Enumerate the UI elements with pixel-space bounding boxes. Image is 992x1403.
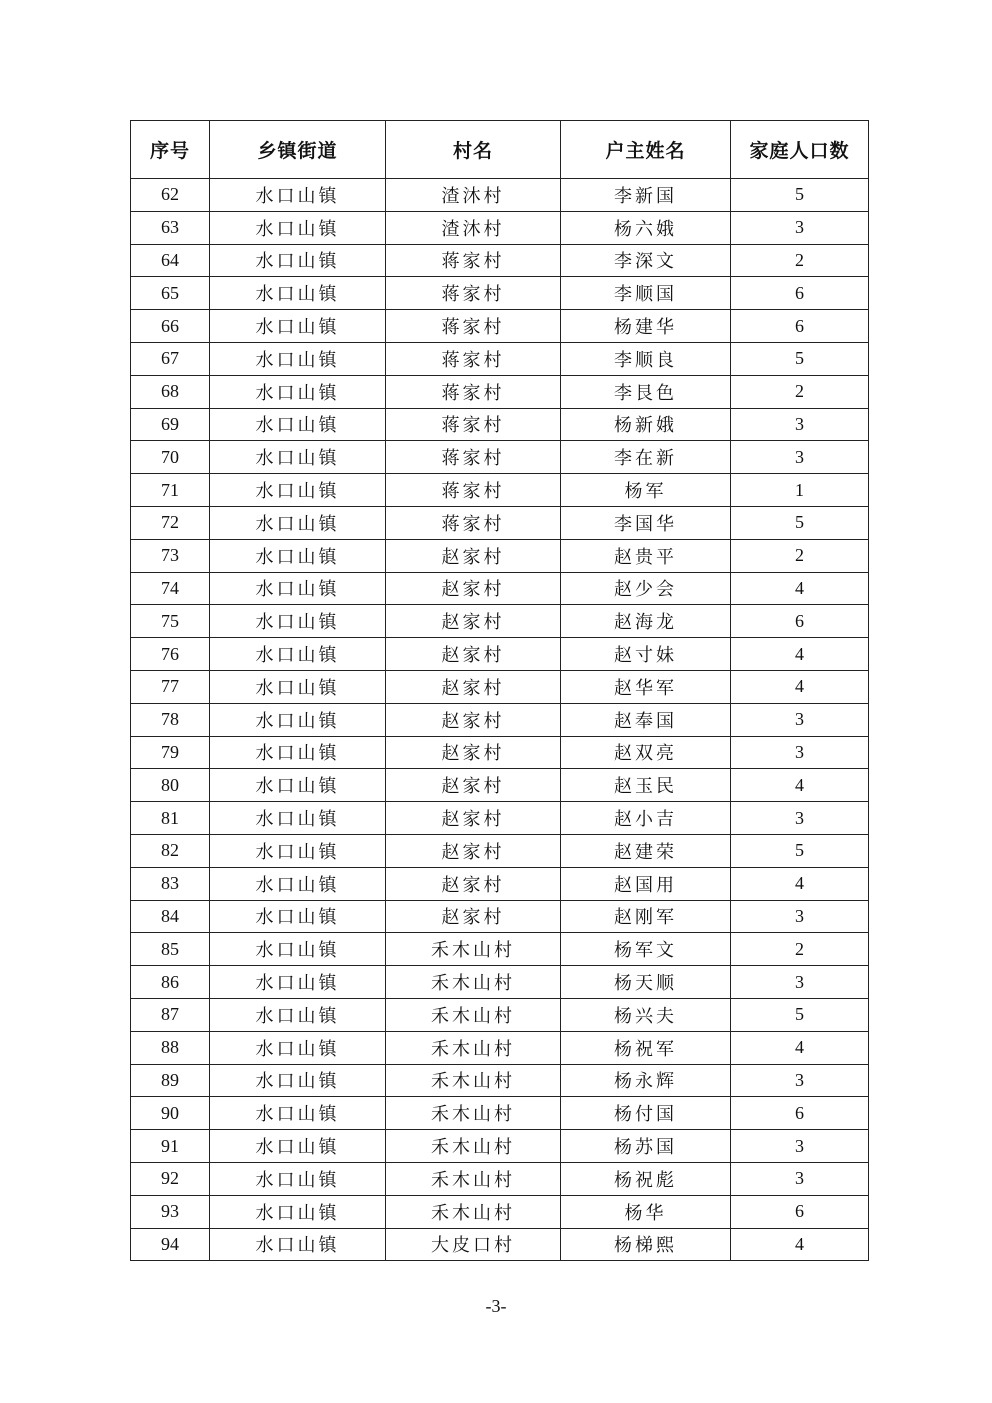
cell-township: 水口山镇 [210, 966, 386, 999]
cell-village: 蒋家村 [386, 474, 561, 507]
cell-serial-number: 79 [131, 736, 210, 769]
cell-township: 水口山镇 [210, 408, 386, 441]
cell-village: 蒋家村 [386, 375, 561, 408]
cell-serial-number: 77 [131, 670, 210, 703]
cell-serial-number: 82 [131, 834, 210, 867]
cell-household-size: 6 [731, 310, 869, 343]
cell-serial-number: 64 [131, 244, 210, 277]
table-row [131, 1162, 869, 1195]
cell-village: 蒋家村 [386, 408, 561, 441]
cell-serial-number: 87 [131, 998, 210, 1031]
cell-household-size: 6 [731, 1195, 869, 1228]
cell-serial-number: 86 [131, 966, 210, 999]
cell-village: 禾木山村 [386, 1031, 561, 1064]
cell-householder-name: 赵建荣 [561, 834, 731, 867]
cell-township: 水口山镇 [210, 1097, 386, 1130]
cell-householder-name: 李深文 [561, 244, 731, 277]
cell-household-size: 3 [731, 736, 869, 769]
cell-householder-name: 杨付国 [561, 1097, 731, 1130]
cell-householder-name: 杨苏国 [561, 1130, 731, 1163]
table-row [131, 277, 869, 310]
cell-householder-name: 赵双亮 [561, 736, 731, 769]
cell-household-size: 3 [731, 802, 869, 835]
cell-householder-name: 赵贵平 [561, 539, 731, 572]
cell-township: 水口山镇 [210, 1162, 386, 1195]
table-row [131, 1064, 869, 1097]
header-township: 乡镇街道 [210, 121, 386, 179]
cell-serial-number: 85 [131, 933, 210, 966]
cell-household-size: 4 [731, 638, 869, 671]
table-row [131, 310, 869, 343]
cell-township: 水口山镇 [210, 834, 386, 867]
table-row [131, 703, 869, 736]
cell-householder-name: 赵海龙 [561, 605, 731, 638]
cell-township: 水口山镇 [210, 342, 386, 375]
table-row [131, 342, 869, 375]
cell-village: 赵家村 [386, 769, 561, 802]
table-row [131, 539, 869, 572]
cell-household-size: 4 [731, 1228, 869, 1261]
cell-household-size: 3 [731, 900, 869, 933]
table-row [131, 867, 869, 900]
cell-serial-number: 65 [131, 277, 210, 310]
cell-householder-name: 杨华 [561, 1195, 731, 1228]
cell-village: 蒋家村 [386, 506, 561, 539]
table-row [131, 1195, 869, 1228]
cell-township: 水口山镇 [210, 211, 386, 244]
cell-serial-number: 70 [131, 441, 210, 474]
cell-village: 蒋家村 [386, 244, 561, 277]
cell-village: 禾木山村 [386, 1162, 561, 1195]
cell-township: 水口山镇 [210, 736, 386, 769]
cell-township: 水口山镇 [210, 670, 386, 703]
cell-householder-name: 杨永辉 [561, 1064, 731, 1097]
table-row [131, 506, 869, 539]
cell-householder-name: 李在新 [561, 441, 731, 474]
cell-household-size: 3 [731, 441, 869, 474]
page-number: -3- [485, 1296, 507, 1316]
cell-township: 水口山镇 [210, 867, 386, 900]
table-row [131, 966, 869, 999]
cell-household-size: 3 [731, 211, 869, 244]
cell-household-size: 3 [731, 1130, 869, 1163]
cell-village: 赵家村 [386, 900, 561, 933]
cell-householder-name: 赵华军 [561, 670, 731, 703]
header-household-size: 家庭人口数 [731, 121, 869, 179]
header-householder-name: 户主姓名 [561, 121, 731, 179]
cell-village: 渣沐村 [386, 211, 561, 244]
table-body [131, 179, 869, 1261]
cell-serial-number: 72 [131, 506, 210, 539]
cell-village: 蒋家村 [386, 310, 561, 343]
cell-village: 赵家村 [386, 670, 561, 703]
cell-household-size: 6 [731, 277, 869, 310]
cell-township: 水口山镇 [210, 244, 386, 277]
cell-township: 水口山镇 [210, 703, 386, 736]
cell-serial-number: 83 [131, 867, 210, 900]
cell-household-size: 5 [731, 506, 869, 539]
cell-serial-number: 84 [131, 900, 210, 933]
cell-householder-name: 赵玉民 [561, 769, 731, 802]
household-table [130, 120, 869, 1261]
cell-household-size: 3 [731, 1064, 869, 1097]
cell-serial-number: 81 [131, 802, 210, 835]
table-row [131, 474, 869, 507]
cell-township: 水口山镇 [210, 441, 386, 474]
cell-serial-number: 66 [131, 310, 210, 343]
table-row [131, 638, 869, 671]
cell-serial-number: 92 [131, 1162, 210, 1195]
cell-village: 禾木山村 [386, 998, 561, 1031]
cell-serial-number: 76 [131, 638, 210, 671]
cell-household-size: 3 [731, 1162, 869, 1195]
cell-householder-name: 杨新娥 [561, 408, 731, 441]
cell-township: 水口山镇 [210, 933, 386, 966]
table-row [131, 933, 869, 966]
cell-householder-name: 赵刚军 [561, 900, 731, 933]
cell-household-size: 5 [731, 998, 869, 1031]
cell-householder-name: 杨天顺 [561, 966, 731, 999]
cell-serial-number: 68 [131, 375, 210, 408]
cell-village: 禾木山村 [386, 1195, 561, 1228]
cell-household-size: 2 [731, 244, 869, 277]
table-row [131, 769, 869, 802]
cell-township: 水口山镇 [210, 998, 386, 1031]
cell-village: 渣沐村 [386, 179, 561, 212]
cell-township: 水口山镇 [210, 769, 386, 802]
cell-village: 禾木山村 [386, 1130, 561, 1163]
cell-householder-name: 李顺良 [561, 342, 731, 375]
cell-village: 禾木山村 [386, 966, 561, 999]
table-row [131, 834, 869, 867]
table-row [131, 408, 869, 441]
cell-household-size: 4 [731, 1031, 869, 1064]
cell-village: 蒋家村 [386, 342, 561, 375]
table-row [131, 179, 869, 212]
cell-householder-name: 杨六娥 [561, 211, 731, 244]
cell-village: 蒋家村 [386, 441, 561, 474]
cell-householder-name: 杨军 [561, 474, 731, 507]
cell-householder-name: 杨建华 [561, 310, 731, 343]
table-row [131, 1228, 869, 1261]
cell-township: 水口山镇 [210, 474, 386, 507]
cell-serial-number: 67 [131, 342, 210, 375]
cell-householder-name: 李新国 [561, 179, 731, 212]
cell-township: 水口山镇 [210, 1195, 386, 1228]
cell-serial-number: 73 [131, 539, 210, 572]
cell-householder-name: 赵小吉 [561, 802, 731, 835]
cell-household-size: 4 [731, 867, 869, 900]
cell-household-size: 3 [731, 703, 869, 736]
cell-township: 水口山镇 [210, 277, 386, 310]
cell-township: 水口山镇 [210, 1064, 386, 1097]
cell-householder-name: 李顺国 [561, 277, 731, 310]
cell-household-size: 5 [731, 834, 869, 867]
cell-householder-name: 赵寸妹 [561, 638, 731, 671]
cell-township: 水口山镇 [210, 572, 386, 605]
cell-serial-number: 75 [131, 605, 210, 638]
table-row [131, 1031, 869, 1064]
cell-township: 水口山镇 [210, 638, 386, 671]
cell-household-size: 2 [731, 375, 869, 408]
cell-household-size: 1 [731, 474, 869, 507]
cell-householder-name: 杨祝军 [561, 1031, 731, 1064]
cell-township: 水口山镇 [210, 539, 386, 572]
cell-householder-name: 赵国用 [561, 867, 731, 900]
table-row [131, 244, 869, 277]
cell-village: 赵家村 [386, 703, 561, 736]
cell-householder-name: 杨祝彪 [561, 1162, 731, 1195]
cell-serial-number: 78 [131, 703, 210, 736]
header-row [131, 121, 869, 179]
cell-township: 水口山镇 [210, 900, 386, 933]
cell-serial-number: 91 [131, 1130, 210, 1163]
cell-village: 赵家村 [386, 539, 561, 572]
cell-serial-number: 74 [131, 572, 210, 605]
cell-township: 水口山镇 [210, 1031, 386, 1064]
table-row [131, 736, 869, 769]
table-row [131, 900, 869, 933]
cell-township: 水口山镇 [210, 375, 386, 408]
cell-household-size: 4 [731, 572, 869, 605]
header-village: 村名 [386, 121, 561, 179]
cell-householder-name: 杨梯熙 [561, 1228, 731, 1261]
cell-village: 赵家村 [386, 736, 561, 769]
cell-township: 水口山镇 [210, 310, 386, 343]
cell-householder-name: 杨兴夫 [561, 998, 731, 1031]
cell-township: 水口山镇 [210, 1130, 386, 1163]
cell-householder-name: 李艮色 [561, 375, 731, 408]
cell-serial-number: 80 [131, 769, 210, 802]
cell-serial-number: 88 [131, 1031, 210, 1064]
cell-village: 赵家村 [386, 867, 561, 900]
table-row [131, 998, 869, 1031]
cell-household-size: 4 [731, 670, 869, 703]
cell-household-size: 3 [731, 408, 869, 441]
cell-serial-number: 69 [131, 408, 210, 441]
table-row [131, 572, 869, 605]
cell-serial-number: 62 [131, 179, 210, 212]
table-row [131, 1130, 869, 1163]
table-row [131, 802, 869, 835]
cell-household-size: 3 [731, 966, 869, 999]
cell-household-size: 2 [731, 933, 869, 966]
cell-serial-number: 89 [131, 1064, 210, 1097]
header-serial-number: 序号 [131, 121, 210, 179]
cell-serial-number: 94 [131, 1228, 210, 1261]
cell-village: 赵家村 [386, 572, 561, 605]
cell-village: 禾木山村 [386, 933, 561, 966]
cell-serial-number: 63 [131, 211, 210, 244]
table-row [131, 211, 869, 244]
cell-village: 禾木山村 [386, 1064, 561, 1097]
cell-household-size: 5 [731, 342, 869, 375]
cell-householder-name: 赵少会 [561, 572, 731, 605]
cell-household-size: 5 [731, 179, 869, 212]
table-header [131, 121, 869, 179]
table-row [131, 375, 869, 408]
cell-village: 赵家村 [386, 605, 561, 638]
cell-serial-number: 90 [131, 1097, 210, 1130]
cell-township: 水口山镇 [210, 802, 386, 835]
cell-village: 蒋家村 [386, 277, 561, 310]
cell-village: 禾木山村 [386, 1097, 561, 1130]
cell-village: 大皮口村 [386, 1228, 561, 1261]
cell-village: 赵家村 [386, 834, 561, 867]
cell-household-size: 4 [731, 769, 869, 802]
cell-householder-name: 李国华 [561, 506, 731, 539]
cell-household-size: 6 [731, 605, 869, 638]
cell-township: 水口山镇 [210, 506, 386, 539]
table-row [131, 1097, 869, 1130]
cell-township: 水口山镇 [210, 605, 386, 638]
table-row [131, 670, 869, 703]
cell-householder-name: 杨军文 [561, 933, 731, 966]
cell-householder-name: 赵奉国 [561, 703, 731, 736]
cell-serial-number: 93 [131, 1195, 210, 1228]
cell-village: 赵家村 [386, 638, 561, 671]
cell-serial-number: 71 [131, 474, 210, 507]
cell-township: 水口山镇 [210, 1228, 386, 1261]
cell-township: 水口山镇 [210, 179, 386, 212]
table-row [131, 605, 869, 638]
table-row [131, 441, 869, 474]
cell-household-size: 2 [731, 539, 869, 572]
cell-village: 赵家村 [386, 802, 561, 835]
cell-household-size: 6 [731, 1097, 869, 1130]
